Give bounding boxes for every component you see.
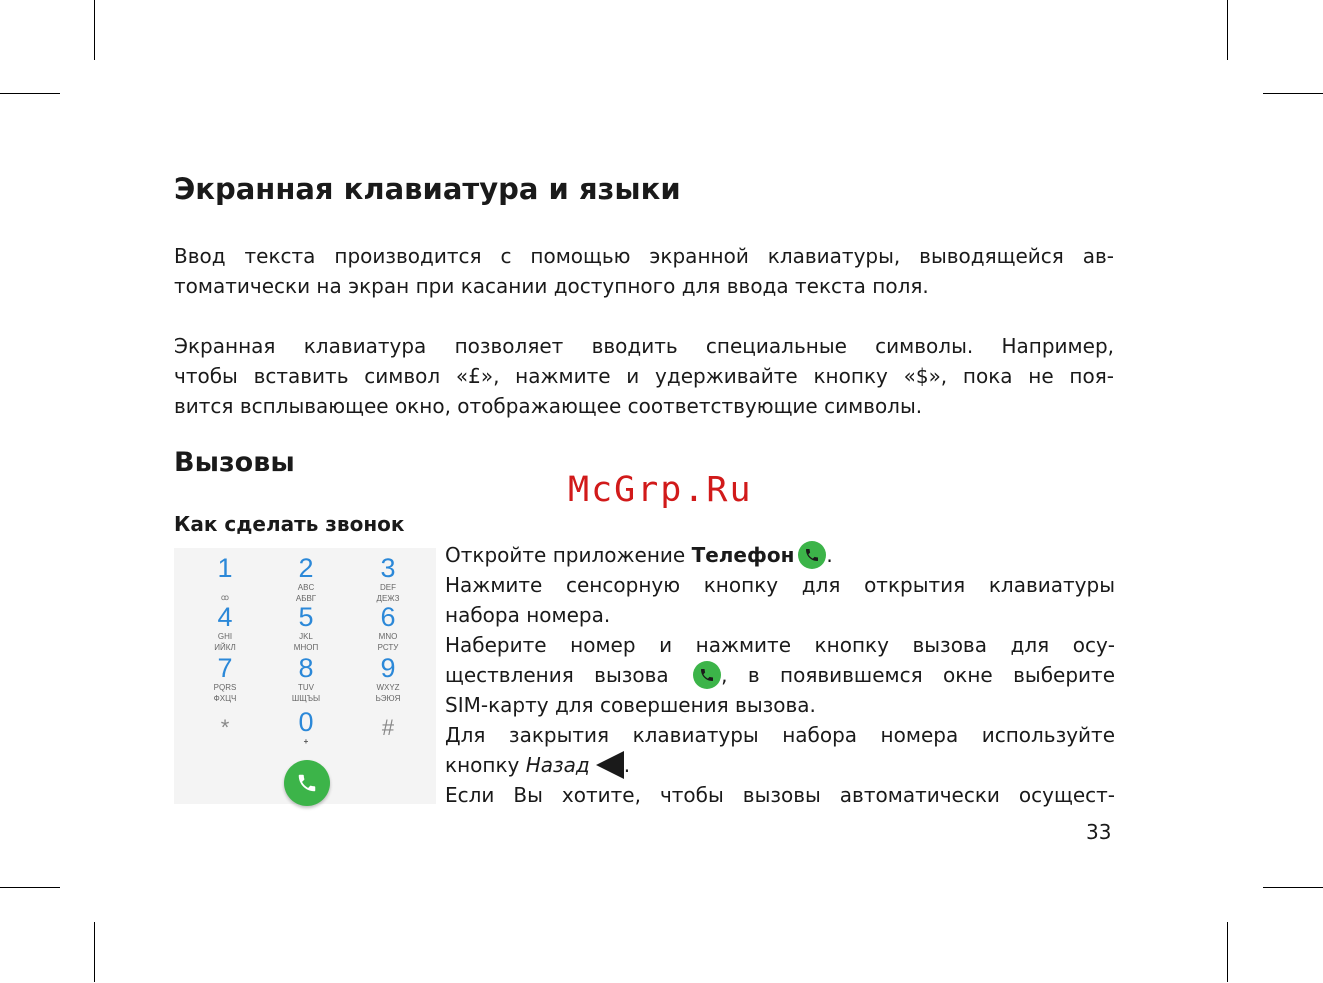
- how-to-call-title: Как сделать звонок: [174, 512, 405, 536]
- key-letters: JKL: [299, 632, 313, 641]
- page-number: 33: [1086, 820, 1112, 844]
- key-letters-cyr: ДЕЖЗ: [376, 594, 400, 603]
- key-letters-cyr: ЬЭЮЯ: [375, 694, 401, 703]
- step-text: , в появившемся окне выберите: [721, 663, 1115, 687]
- key-letters: ABC: [297, 583, 315, 592]
- step-text: .: [623, 753, 631, 777]
- dialpad-key-star: [185, 714, 265, 742]
- watermark: McGrp.Ru: [568, 470, 753, 510]
- key-letters: MNO: [378, 632, 398, 641]
- text-line: Нажмите сенсорную кнопку для открытия клавиатуры: [445, 573, 1115, 597]
- step-text: .: [826, 543, 833, 567]
- key-digit: 1: [217, 553, 233, 583]
- key-letters-cyr: ФХЦЧ: [213, 694, 237, 703]
- key-digit: *: [220, 715, 230, 740]
- dialpad-screenshot: [174, 548, 436, 804]
- calls-title: Вызовы: [174, 447, 295, 478]
- back-button-name: Назад: [525, 753, 590, 777]
- back-icon: [596, 751, 624, 779]
- step-text: кнопку: [445, 753, 526, 777]
- call-icon: [693, 661, 721, 689]
- crop-mark: [1227, 922, 1228, 982]
- key-letters-cyr: РСТУ: [377, 643, 399, 652]
- dialpad-key-3: [348, 554, 428, 604]
- key-letters: +: [303, 737, 309, 746]
- key-digit: 8: [298, 653, 314, 683]
- text-line: Для закрытия клавиатуры набора номера используйте: [445, 723, 1115, 747]
- crop-mark: [94, 922, 95, 982]
- key-letters-cyr: ИЙКЛ: [214, 643, 236, 652]
- crop-mark: [0, 887, 60, 888]
- text-line: набора номера.: [445, 603, 611, 627]
- crop-mark: [0, 93, 60, 94]
- dialpad-key-6: [348, 603, 428, 653]
- dialpad-key-2: [266, 554, 346, 604]
- text-line: томатически на экран при касании доступного для ввода текста поля.: [174, 274, 929, 298]
- key-letters: TUV: [298, 683, 314, 692]
- key-digit: 6: [380, 602, 396, 632]
- key-digit: 5: [298, 602, 314, 632]
- text-line: Наберите номер и нажмите кнопку вызова для осу-: [445, 633, 1115, 657]
- crop-mark: [1263, 887, 1323, 888]
- dialpad-key-hash: [348, 714, 428, 742]
- text-line: Ввод текста производится с помощью экранной клавиатуры, выводящейся ав-: [174, 244, 1114, 268]
- key-letters: WXYZ: [376, 683, 400, 692]
- text-line: SIM-карту для совершения вызова.: [445, 693, 816, 717]
- dialpad-key-4: [185, 593, 265, 653]
- key-digit: 0: [298, 707, 314, 737]
- text-line: [445, 660, 1115, 690]
- key-digit: #: [381, 715, 395, 740]
- key-digit: 7: [217, 653, 233, 683]
- key-letters-cyr: АБВГ: [295, 594, 317, 603]
- dialpad-key-1: [185, 554, 265, 582]
- step-open-phone: [445, 540, 1115, 570]
- key-digit: 3: [380, 553, 396, 583]
- text-line: чтобы вставить символ «£», нажмите и удерживайте кнопку «$», пока не поя-: [174, 364, 1114, 388]
- key-letters-cyr: МНОП: [293, 643, 319, 652]
- voicemail-icon: ꝏ: [220, 593, 230, 602]
- text-line: [445, 750, 1115, 780]
- step-text: Откройте приложение: [445, 543, 692, 567]
- key-digit: 9: [380, 653, 396, 683]
- key-letters: DEF: [380, 583, 396, 592]
- key-digit: 4: [217, 602, 233, 632]
- dialpad-key-0: [266, 708, 346, 747]
- dialpad-key-5: [266, 603, 346, 653]
- dialpad-key-7: [185, 654, 265, 704]
- dialpad-call-button: [284, 760, 330, 806]
- dialpad-key-9: [348, 654, 428, 704]
- text-line: Экранная клавиатура позволяет вводить специальные символы. Например,: [174, 334, 1114, 358]
- key-letters: GHI: [217, 632, 233, 641]
- phone-app-name: Телефон: [691, 543, 795, 567]
- phone-icon: [296, 772, 318, 794]
- step-text: ществления вызова: [445, 663, 690, 687]
- dialpad-key-8: [266, 654, 346, 704]
- crop-mark: [1227, 0, 1228, 60]
- key-digit: 2: [298, 553, 314, 583]
- crop-mark: [1263, 93, 1323, 94]
- crop-mark: [94, 0, 95, 60]
- text-line: Если Вы хотите, чтобы вызовы автоматически осущест-: [445, 783, 1115, 807]
- call-instructions: [445, 540, 1115, 810]
- special-symbols-paragraph: [174, 331, 1114, 421]
- text-line: вится всплывающее окно, отображающее соответствующие символы.: [174, 394, 923, 418]
- keyboard-paragraph: [174, 241, 1114, 301]
- key-letters: PQRS: [213, 683, 237, 692]
- key-letters-cyr: ШЩЪЫ: [291, 694, 321, 703]
- section-title: Экранная клавиатура и языки: [174, 172, 681, 206]
- phone-app-icon: [798, 541, 826, 569]
